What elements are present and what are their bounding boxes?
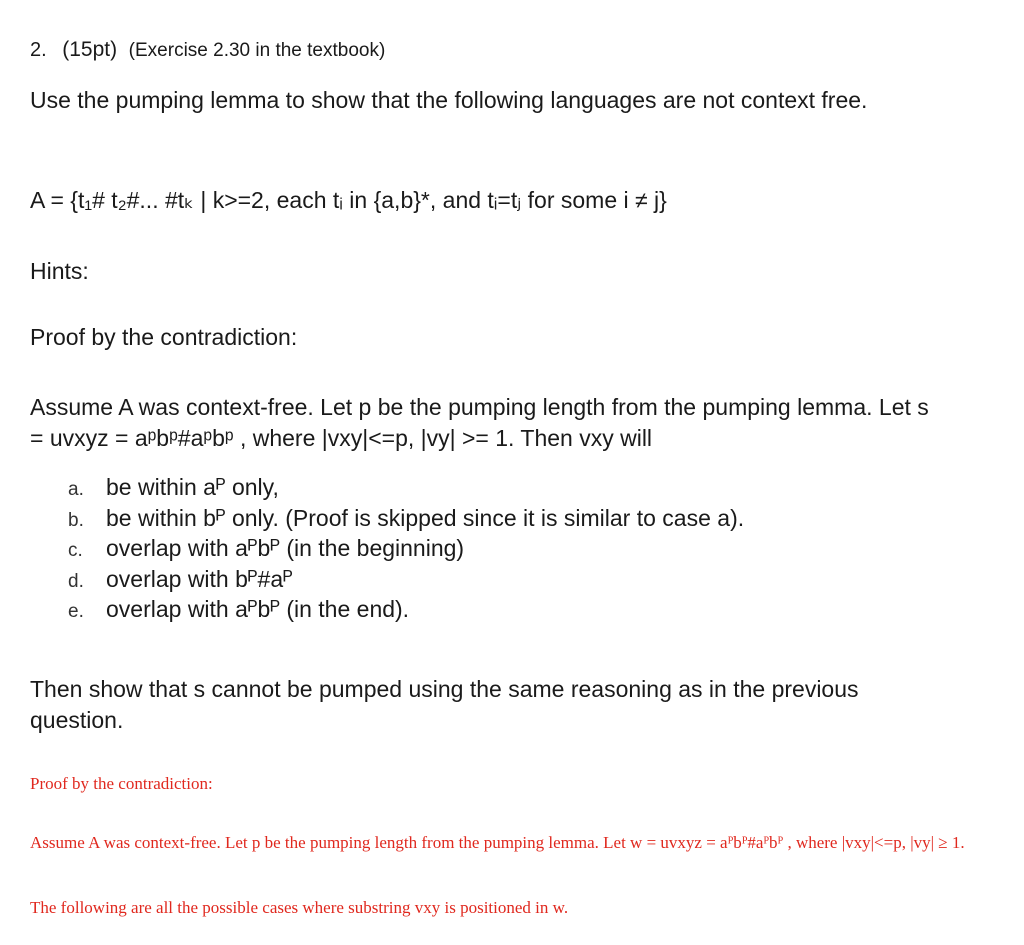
question-header [30, 38, 385, 62]
case-item [60, 503, 744, 534]
answer-assume-paragraph: Assume A was context-free. Let p be the pumping length from the pumping lemma. Let w = uvxyz = aᴾbᴾ#aᴾbᴾ , where |vxy|<=p, |vy| ≥ 1. [30, 833, 965, 852]
answer-proof-title: Proof by the contradiction: [30, 774, 213, 793]
assume-paragraph: Assume A was context-free. Let p be the pumping length from the pumping lemma. Let s = uvxyz = aᵖbᵖ#aᵖbᵖ , where |vxy|<=p, |vy| >= 1. Then vxy will [30, 394, 929, 451]
case-marker: b. [68, 509, 84, 531]
question-number: 2. [30, 39, 47, 61]
case-text: overlap with aᴾbᴾ (in the beginning) [106, 535, 465, 561]
answer-following-text: The following are all the possible cases where substring vxy is positioned in w. [30, 898, 569, 917]
case-item [60, 594, 744, 625]
case-marker: c. [68, 540, 83, 561]
case-list [60, 472, 744, 625]
case-item [60, 472, 744, 503]
case-item [60, 533, 744, 564]
case-text: overlap with aᴾbᴾ (in the end). [106, 596, 410, 622]
case-text: be within aᴾ only, [106, 474, 279, 500]
case-marker: d. [68, 570, 84, 592]
case-item [60, 564, 744, 595]
question-points: (15pt) [62, 38, 118, 61]
case-marker: a. [68, 479, 84, 500]
then-paragraph: Then show that s cannot be pumped using the same reasoning as in the previous question. [30, 676, 859, 733]
proof-title: Proof by the contradiction: [30, 324, 298, 350]
case-text: be within bᴾ only. (Proof is skipped since it is similar to case a). [106, 504, 745, 531]
case-text: overlap with bᴾ#aᴾ [106, 565, 293, 592]
hints-label: Hints: [30, 258, 89, 284]
language-definition: A = {t₁# t₂#... #tₖ | k>=2, each tᵢ in {a,b}*, and tᵢ=tⱼ for some i ≠ j} [30, 187, 667, 213]
case-marker: e. [68, 601, 84, 622]
question-source: (Exercise 2.30 in the textbook) [128, 40, 386, 61]
question-intro: Use the pumping lemma to show that the following languages are not context free. [30, 87, 868, 113]
